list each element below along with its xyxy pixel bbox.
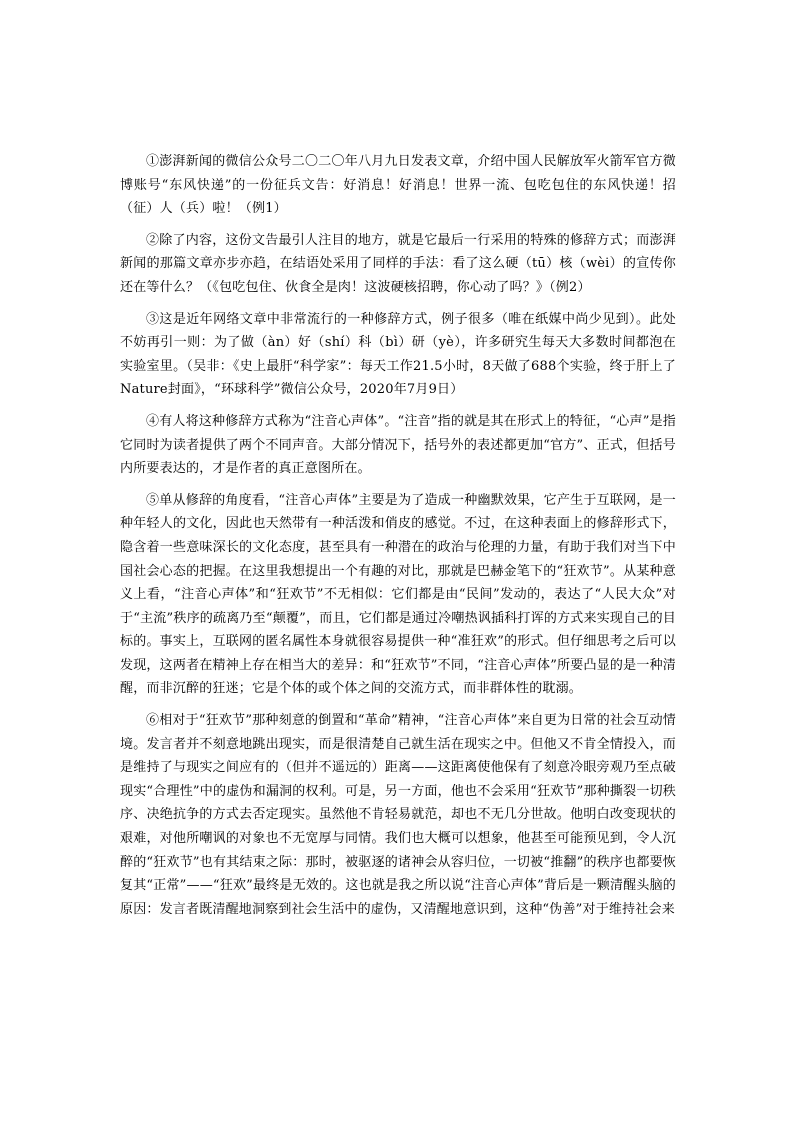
paragraph-5: ⑤单从修辞的角度看，“注音心声体”主要是为了造成一种幽默效果，它产生于互联网，是一种年轻人的文化，因此也天然带有一种活泼和俏皮的感觉。不过，在这种表面上的修辞形式下，隐含着一些意味深长的文化态度，甚至具有一种潜在的政治与伦理的力量，有助于我们对当下中国社会心态的把握。在这里我想提出一个有趣的对比，那就是巴赫金笔下的“狂欢节”。从某种意义上看，“注音心声体”和“狂欢节”不无相似：它们都是由“民间”发动的，表达了“人民大众”对于“主流”秩序的疏离乃至“颠覆”，而且，它们都是通过冷嘲热讽插科打诨的方式来实现自己的目标的。事实上，互联网的匿名属性本身就很容易提供一种“准狂欢”的形式。但仔细思考之后可以发现，这两者在精神上存在相当大的差异：和“狂欢节”不同，“注音心声体”所要凸显的是一种清醒，而非沉醉的狂迷；它是个体的或个体之间的交流方式，而非群体性的耽溺。 bbox=[120, 492, 676, 697]
paragraph-2: ②除了内容，这份文告最引人注目的地方，就是它最后一行采用的特殊的修辞方式；而澎湃新闻的那篇文章亦步亦趋，在结语处采用了同样的手法：看了这么硬（tū）核（wèi）的宣传你还在等什么？（《包吃包住、伙食全是肉！这波硬核招聘，你心动了吗？》（例2） bbox=[120, 232, 676, 295]
paragraph-1: ①澎湃新闻的微信公众号二〇二〇年八月九日发表文章，介绍中国人民解放军火箭军官方微博账号“东风快递”的一份征兵文告：好消息！好消息！世界一流、包吃包住的东风快递！招（征）人（兵）啦！（例1） bbox=[120, 154, 676, 217]
article-body bbox=[120, 150, 676, 929]
paragraph-6: ⑥相对于“狂欢节”那种刻意的倒置和“革命”精神，“注音心声体”来自更为日常的社会互动情境。发言者并不刻意地跳出现实，而是很清楚自己就生活在现实之中。但他又不肯全情投入，而是维持了与现实之间应有的（但并不遥远的）距离——这距离使他保有了刻意冷眼旁观乃至点破现实“合理性”中的虚伪和漏洞的权利。可是，另一方面，他也不会采用“狂欢节”那种撕裂一切秩序、决绝抗争的方式去否定现实。虽然他不肯轻易就范，却也不无几分世故。他明白改变现状的艰难，对他所嘲讽的对象也不无宽厚与同情。我们也大概可以想象，他甚至可能预见到，令人沉醉的“狂欢节”也有其结束之际：那时，被驱逐的诸神会从容归位，一切被“推翻”的秩序也都要恢复其“正常”——“狂欢”最终是无效的。这也就是我之所以说“注音心声体”背后是一颗清醒头脑的原因：发言者既清醒地洞察到社会生活中的虚伪，又清醒地意识到，这种“伪善”对于维持社会来 bbox=[120, 713, 676, 917]
paragraph-4: ④有人将这种修辞方式称为“注音心声体”。“注音”指的就是其在形式上的特征，“心声”是指它同时为读者提供了两个不同声音。大部分情况下，括号外的表述都更加“官方”、正式，但括号内所要表达的，才是作者的真正意图所在。 bbox=[120, 413, 676, 477]
paragraph-3: ③这是近年网络文章中非常流行的一种修辞方式，例子很多（唯在纸媒中尚少见到）。此处不妨再引一则：为了做（àn）好（shí）科（bì）研（yè），许多研究生每天大多数时间都泡在实验室里。（吴非：《史上最肝“科学家”：每天工作21.5小时，8天做了688个实验，终于肝上了Nature封面》，“环球科学”微信公众号，2020年7月9日） bbox=[120, 311, 676, 398]
